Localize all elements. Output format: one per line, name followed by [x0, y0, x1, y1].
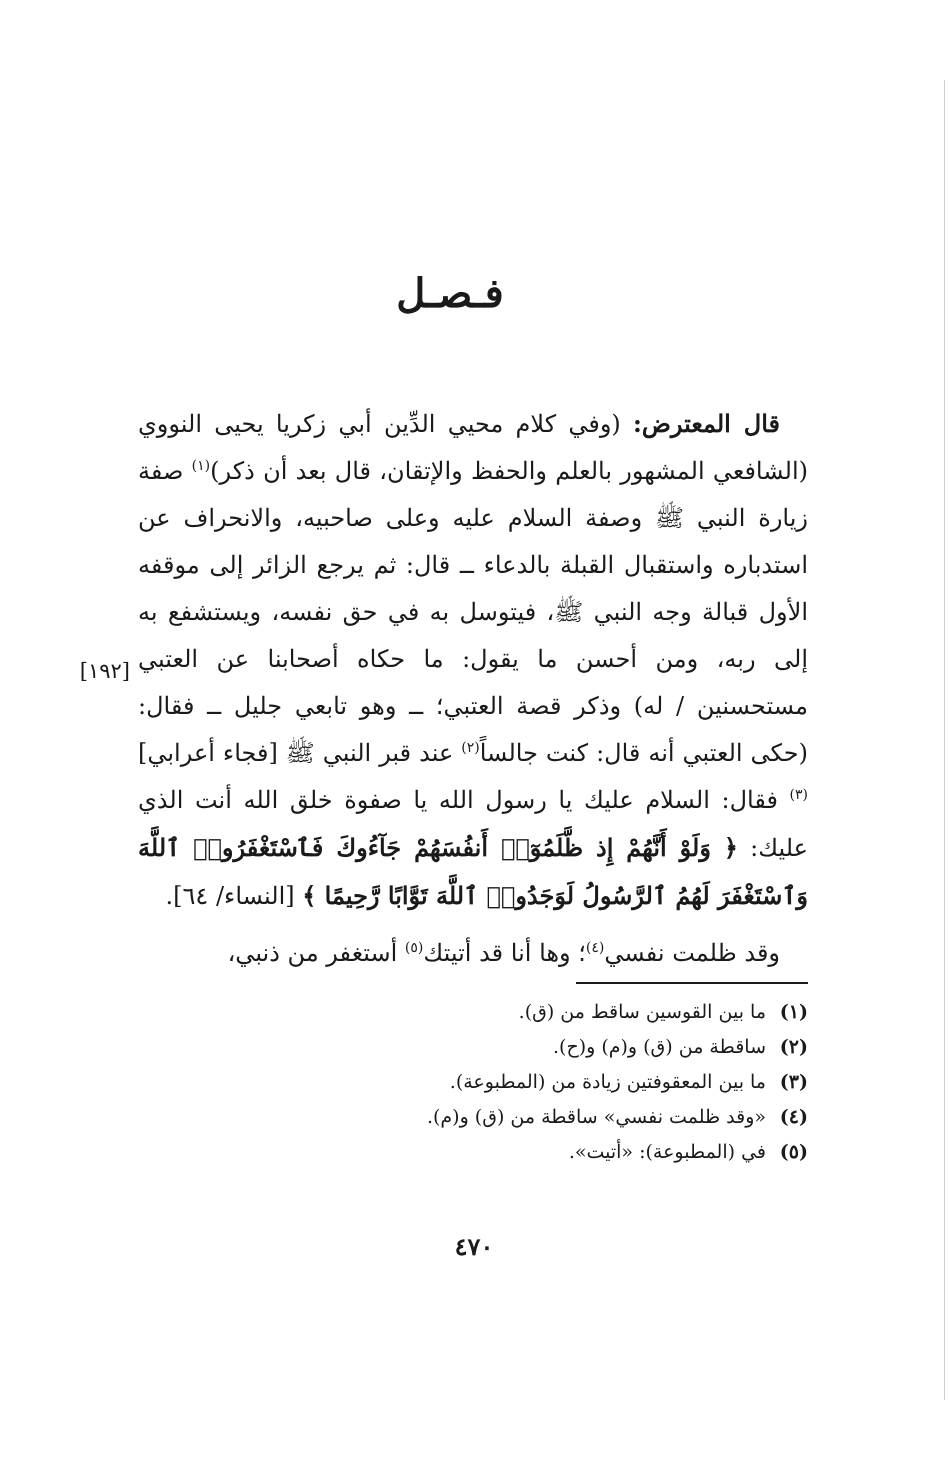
text-segment: وقد ظلمت نفسي	[604, 939, 780, 967]
section-heading: فـصـل	[396, 270, 504, 317]
quran-verse: ﴿ وَلَوْ أَنَّهُمْ إِذ ظَّلَمُوٓا۟ أَنفُسَهُمْ جَآءُوكَ فَٱسْتَغْفَرُوا۟ ٱللَّهَ وَٱسْتَغْفَرَ لَهُمُ ٱلرَّسُولُ لَوَجَدُوا۟ ٱللَّهَ تَوَّابًا رَّحِيمًا ﴾	[138, 833, 808, 910]
footnote-item	[148, 1100, 808, 1135]
footnote-text: «وقد ظلمت نفسي» ساقطة من (ق) و(م).	[426, 1106, 766, 1128]
footnote-separator	[576, 982, 808, 984]
paragraph-2	[138, 930, 808, 977]
footnote-ref-1: (١)	[191, 458, 211, 474]
paragraph-1	[138, 400, 808, 920]
text-segment: ؛ وها أنا قد أتيتك	[423, 939, 586, 967]
footnote-number: (١)	[779, 1001, 808, 1023]
footnote-item	[148, 1065, 808, 1100]
footnote-text: ما بين القوسين ساقط من (ق).	[518, 1001, 766, 1023]
text-segment: أستغفر من ذنبي،	[227, 939, 405, 967]
text-segment: صفة زيارة النبي ﷺ وصفة السلام عليه وعلى صاحبيه، والانحراف عن استدباره واستقبال القبلة بالدعاء ــ قال: ثم يرجع الزائر إلى موقفه الأول قبالة وجه النبي ﷺ، فيتوسل به في حق نفسه، ويستشفع به إلى ربه، ومن أحسن ما يقول: ما حكاه أصحابنا عن العتبي مستحسنين / له) وذكر قصة العتبي؛ ــ وهو تابعي جليل ــ فقال: (حكى العتبي أنه قال: كنت جالساً	[138, 457, 808, 767]
footnote-ref-5: (٥)	[404, 940, 424, 956]
footnote-item	[148, 1030, 808, 1065]
footnote-number: (٢)	[779, 1036, 808, 1058]
text-segment: (وفي كلام محيي الدِّين أبي زكريا يحيى النووي (الشافعي المشهور بالعلم والحفظ والإتقان، قال بعد أن ذكر)	[138, 410, 809, 485]
speaker-label: قال المعترض:	[633, 409, 781, 438]
footnote-text: في (المطبوعة): «أتيت».	[568, 1141, 766, 1163]
footnote-item	[148, 1135, 808, 1170]
footnote-number: (٤)	[779, 1106, 808, 1128]
footnote-text: ما بين المعقوفتين زيادة من (المطبوعة).	[449, 1071, 766, 1093]
verse-citation: [النساء/ ٦٤].	[165, 882, 303, 910]
footnote-ref-2: (٢)	[461, 740, 480, 756]
margin-page-reference: [١٩٢]	[79, 659, 130, 683]
footnote-number: (٣)	[779, 1071, 808, 1093]
footnote-number: (٥)	[779, 1141, 808, 1163]
footnote-text: ساقطة من (ق) و(م) و(ح).	[553, 1036, 766, 1058]
footnote-ref-4: (٤)	[585, 940, 605, 956]
page-number: ٤٧٠	[454, 1232, 494, 1261]
text-segment: عند قبر النبي ﷺ [فجاء أعرابي]	[138, 739, 462, 767]
footnote-ref-3: (٣)	[789, 787, 808, 803]
main-text	[138, 400, 808, 977]
page-edge-line	[944, 80, 945, 1400]
footnote-item	[148, 995, 808, 1030]
footnotes	[148, 995, 808, 1170]
text-segment: فقال: السلام عليك يا رسول الله يا صفوة خلق الله أنت الذي عليك:	[138, 786, 808, 862]
